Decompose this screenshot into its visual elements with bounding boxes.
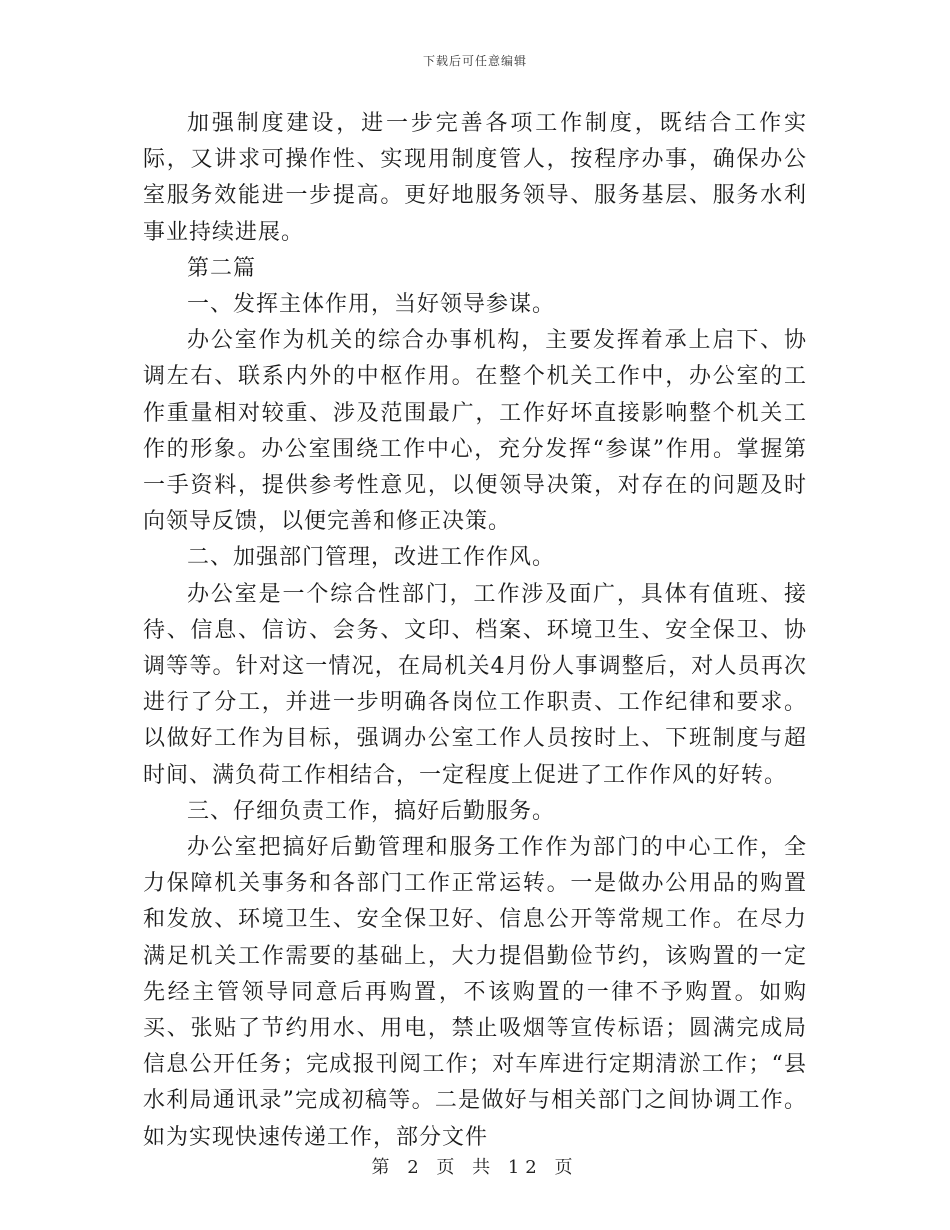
document-body bbox=[143, 106, 807, 1156]
page-header: 下载后可任意编辑 bbox=[422, 54, 527, 68]
page-footer: 第 2 页 共 12 页 bbox=[371, 1157, 579, 1178]
paragraph-4: 办公室把搞好后勤管理和服务工作作为部门的中心工作，全力保障机关事务和各部门工作正常运转。一是做办公用品的购置和发放、环境卫生、安全保卫好、信息公开等常规工作。在尽力满足机关工作需要的基础上，大力提倡勤俭节约，该购置的一定先经主管领导同意后再购置，不该购置的一律不予购置。如购买、张贴了节约用水、用电，禁止吸烟等宣传标语；圆满完成局信息公开任务；完成报刊阅工作；对车库进行定期清淤工作；“县水利局通讯录”完成初稿等。二是做好与相关部门之间协调工作。如为实现快速传递工作，部分文件 bbox=[143, 835, 807, 1150]
heading-1: 一、发挥主体作用，当好领导参谋。 bbox=[187, 292, 556, 318]
paragraph-3: 办公室是一个综合性部门，工作涉及面广，具体有值班、接待、信息、信访、会务、文印、档案、环境卫生、安全保卫、协调等等。针对这一情况，在局机关4月份人事调整后，对人员再次进行了分工，并进一步明确各岗位工作职责、工作纪律和要求。以做好工作为目标，强调办公室工作人员按时上、下班制度与超时间、满负荷工作相结合，一定程度上促进了工作作风的好转。 bbox=[143, 581, 807, 788]
heading-2: 二、加强部门管理，改进工作作风。 bbox=[187, 545, 556, 571]
paragraph-2: 办公室作为机关的综合办事机构，主要发挥着承上启下、协调左右、联系内外的中枢作用。在整个机关工作中，办公室的工作重量相对较重、涉及范围最广，工作好坏直接影响整个机关工作的形象。办公室围绕工作中心，充分发挥“参谋”作用。掌握第一手资料，提供参考性意见，以便领导决策，对存在的问题及时向领导反馈，以便完善和修正决策。 bbox=[143, 328, 807, 535]
heading-3: 三、仔细负责工作，搞好后勤服务。 bbox=[187, 798, 556, 824]
paragraph-intro: 加强制度建设，进一步完善各项工作制度，既结合工作实际，又讲求可操作性、实现用制度管人，按程序办事，确保办公室服务效能进一步提高。更好地服务领导、服务基层、服务水利事业持续进展。 bbox=[143, 111, 807, 245]
section-title: 第二篇 bbox=[187, 255, 257, 281]
